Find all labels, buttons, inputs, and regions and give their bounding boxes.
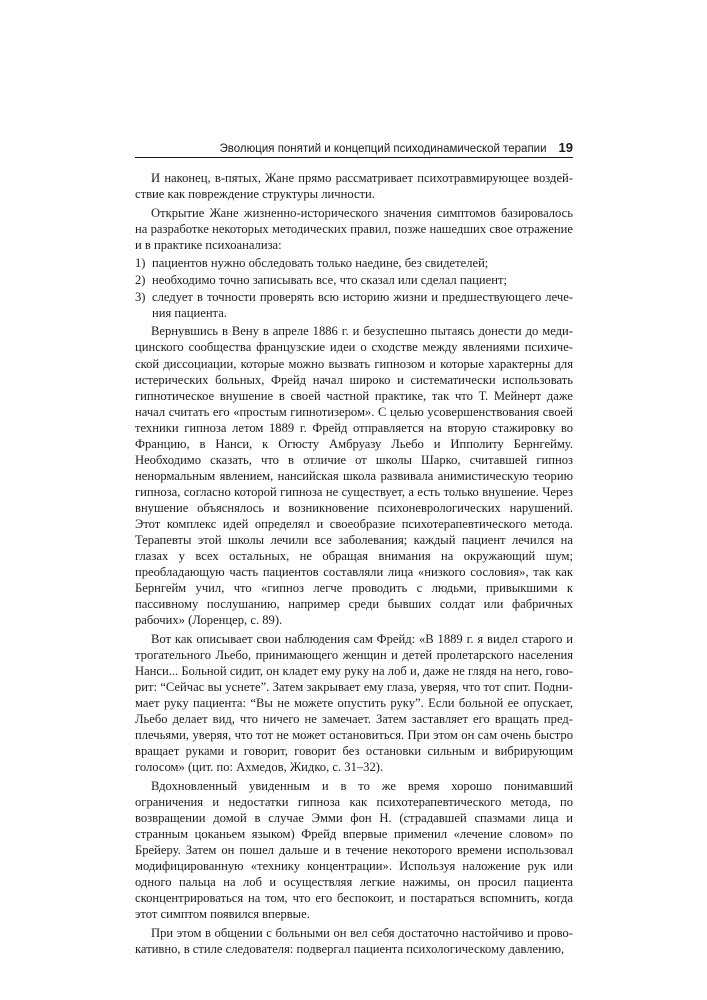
paragraph: Вот как описывает свои наблюдения сам Фрейд: «В 1889 г. я видел старого и трогательного Льебо, принимающего женщин и детей пролетарского населения Нанси... Больной сидит, он кладет ему руку на лоб и, даже не глядя на него, говорит: “Сейчас вы уснете”. Затем закрывает ему глаза, уверяя, что тот спит. Поднимает руку пациента: “Вы не можете опустить руку”. Если больной ее опускает, Льебо делает вид, что ничего не замечает. Затем заставляет его вращать предплечьями, уверяя, что тот не может остановиться. При этом он сам очень быстро вращает руками и говорит, говорит без остановки сильным и вибрирующим голосом» (цит. по: Ахмедов, Жидко, с. 31–32). bbox=[135, 631, 573, 775]
list-item-text: следует в точности проверять всю историю жизни и предшествующего лечения пациента. bbox=[152, 290, 573, 321]
page-body bbox=[135, 170, 573, 959]
paragraph: И наконец, в-пятых, Жане прямо рассматривает психотравмирующее воздействие как повреждение структуры личности. bbox=[135, 171, 573, 202]
list-item-text: необходимо точно записывать все, что сказал или сделал пациент; bbox=[152, 273, 507, 288]
list-item bbox=[135, 272, 573, 288]
list-marker: 3) bbox=[135, 290, 146, 305]
paragraph: При этом в общении с больными он вел себя достаточно настойчиво и провокативно, в стиле следователя: подвергал пациента психологическому давлению, bbox=[135, 925, 573, 956]
running-header-title: Эволюция понятий и концепций психодинамической терапии bbox=[219, 143, 547, 155]
paragraph: Открытие Жане жизненно-исторического значения симптомов базировалось на разработке некоторых методических правил, позже нашедших свое отражение и в практике психоанализа: bbox=[135, 205, 573, 252]
list-marker: 1) bbox=[135, 256, 146, 271]
header-rule bbox=[135, 157, 573, 158]
list-item-text: пациентов нужно обследовать только наедине, без свидетелей; bbox=[152, 256, 489, 271]
list-item bbox=[135, 289, 573, 321]
list-marker: 2) bbox=[135, 273, 146, 288]
page-number: 19 bbox=[558, 140, 573, 155]
paragraph: Вдохновленный увиденным и в то же время хорошо понимавший ограничения и недостатки гипноза как психотерапевтического метода, по возвращении домой в случае Эмми фон Н. (страдавшей спазмами лица и странным цоканьем языком) Фрейд впервые применил «лечение словом» по Брейеру. Затем он пошел дальше и в течение некоторого времени использовал модифицированную «технику концентрации». Используя наложение рук или одного пальца на лоб и осуществляя легкие нажимы, он просил пациента сконцентрироваться на том, что его беспокоит, и постараться вспомнить, когда этот симптом появился впервые. bbox=[135, 778, 573, 922]
paragraph: Вернувшись в Вену в апреле 1886 г. и безуспешно пытаясь донести до медицинского сообщества французские идеи о сходстве между явлениями психической диссоциации, которые можно вызвать гипнозом и которые характерны для истерических больных, Фрейд начал широко и систематически использовать гипнотическое внушение в своей частной практике, так что Т. Мейнерт даже начал считать его «простым гипнотизером». С целью усовершенствования своей техники гипноза летом 1889 г. Фрейд отправляется на вторую стажировку во Францию, в Нанси, к Огюсту Амбруазу Льебо и Ипполиту Бернгейму. Необходимо сказать, что в отличие от школы Шарко, считавшей гипноз ненормальным явлением, нансийская школа развивала анимистическую теорию гипноза, согласно которой гипноза не существует, а есть только внушение. Через внушение объяснялось и возникновение психоневрологических нарушений. Этот комплекс идей определял и своеобразие психотерапевтического метода. Терапевты этой школы лечили все заболевания; каждый пациент лечился на глазах у всех остальных, не обращая внимания на окружающий шум; преобладающую часть пациентов составляли лица «низкого сословия», так как Бернгейм учил, что «гипноз легче проводить с людьми, привыкшими к пассивному послушанию, например среди бывших солдат или фабричных рабочих» (Лоренцер, с. 89). bbox=[135, 324, 573, 628]
running-header bbox=[135, 140, 573, 155]
rules-list bbox=[135, 255, 573, 321]
list-item bbox=[135, 255, 573, 271]
